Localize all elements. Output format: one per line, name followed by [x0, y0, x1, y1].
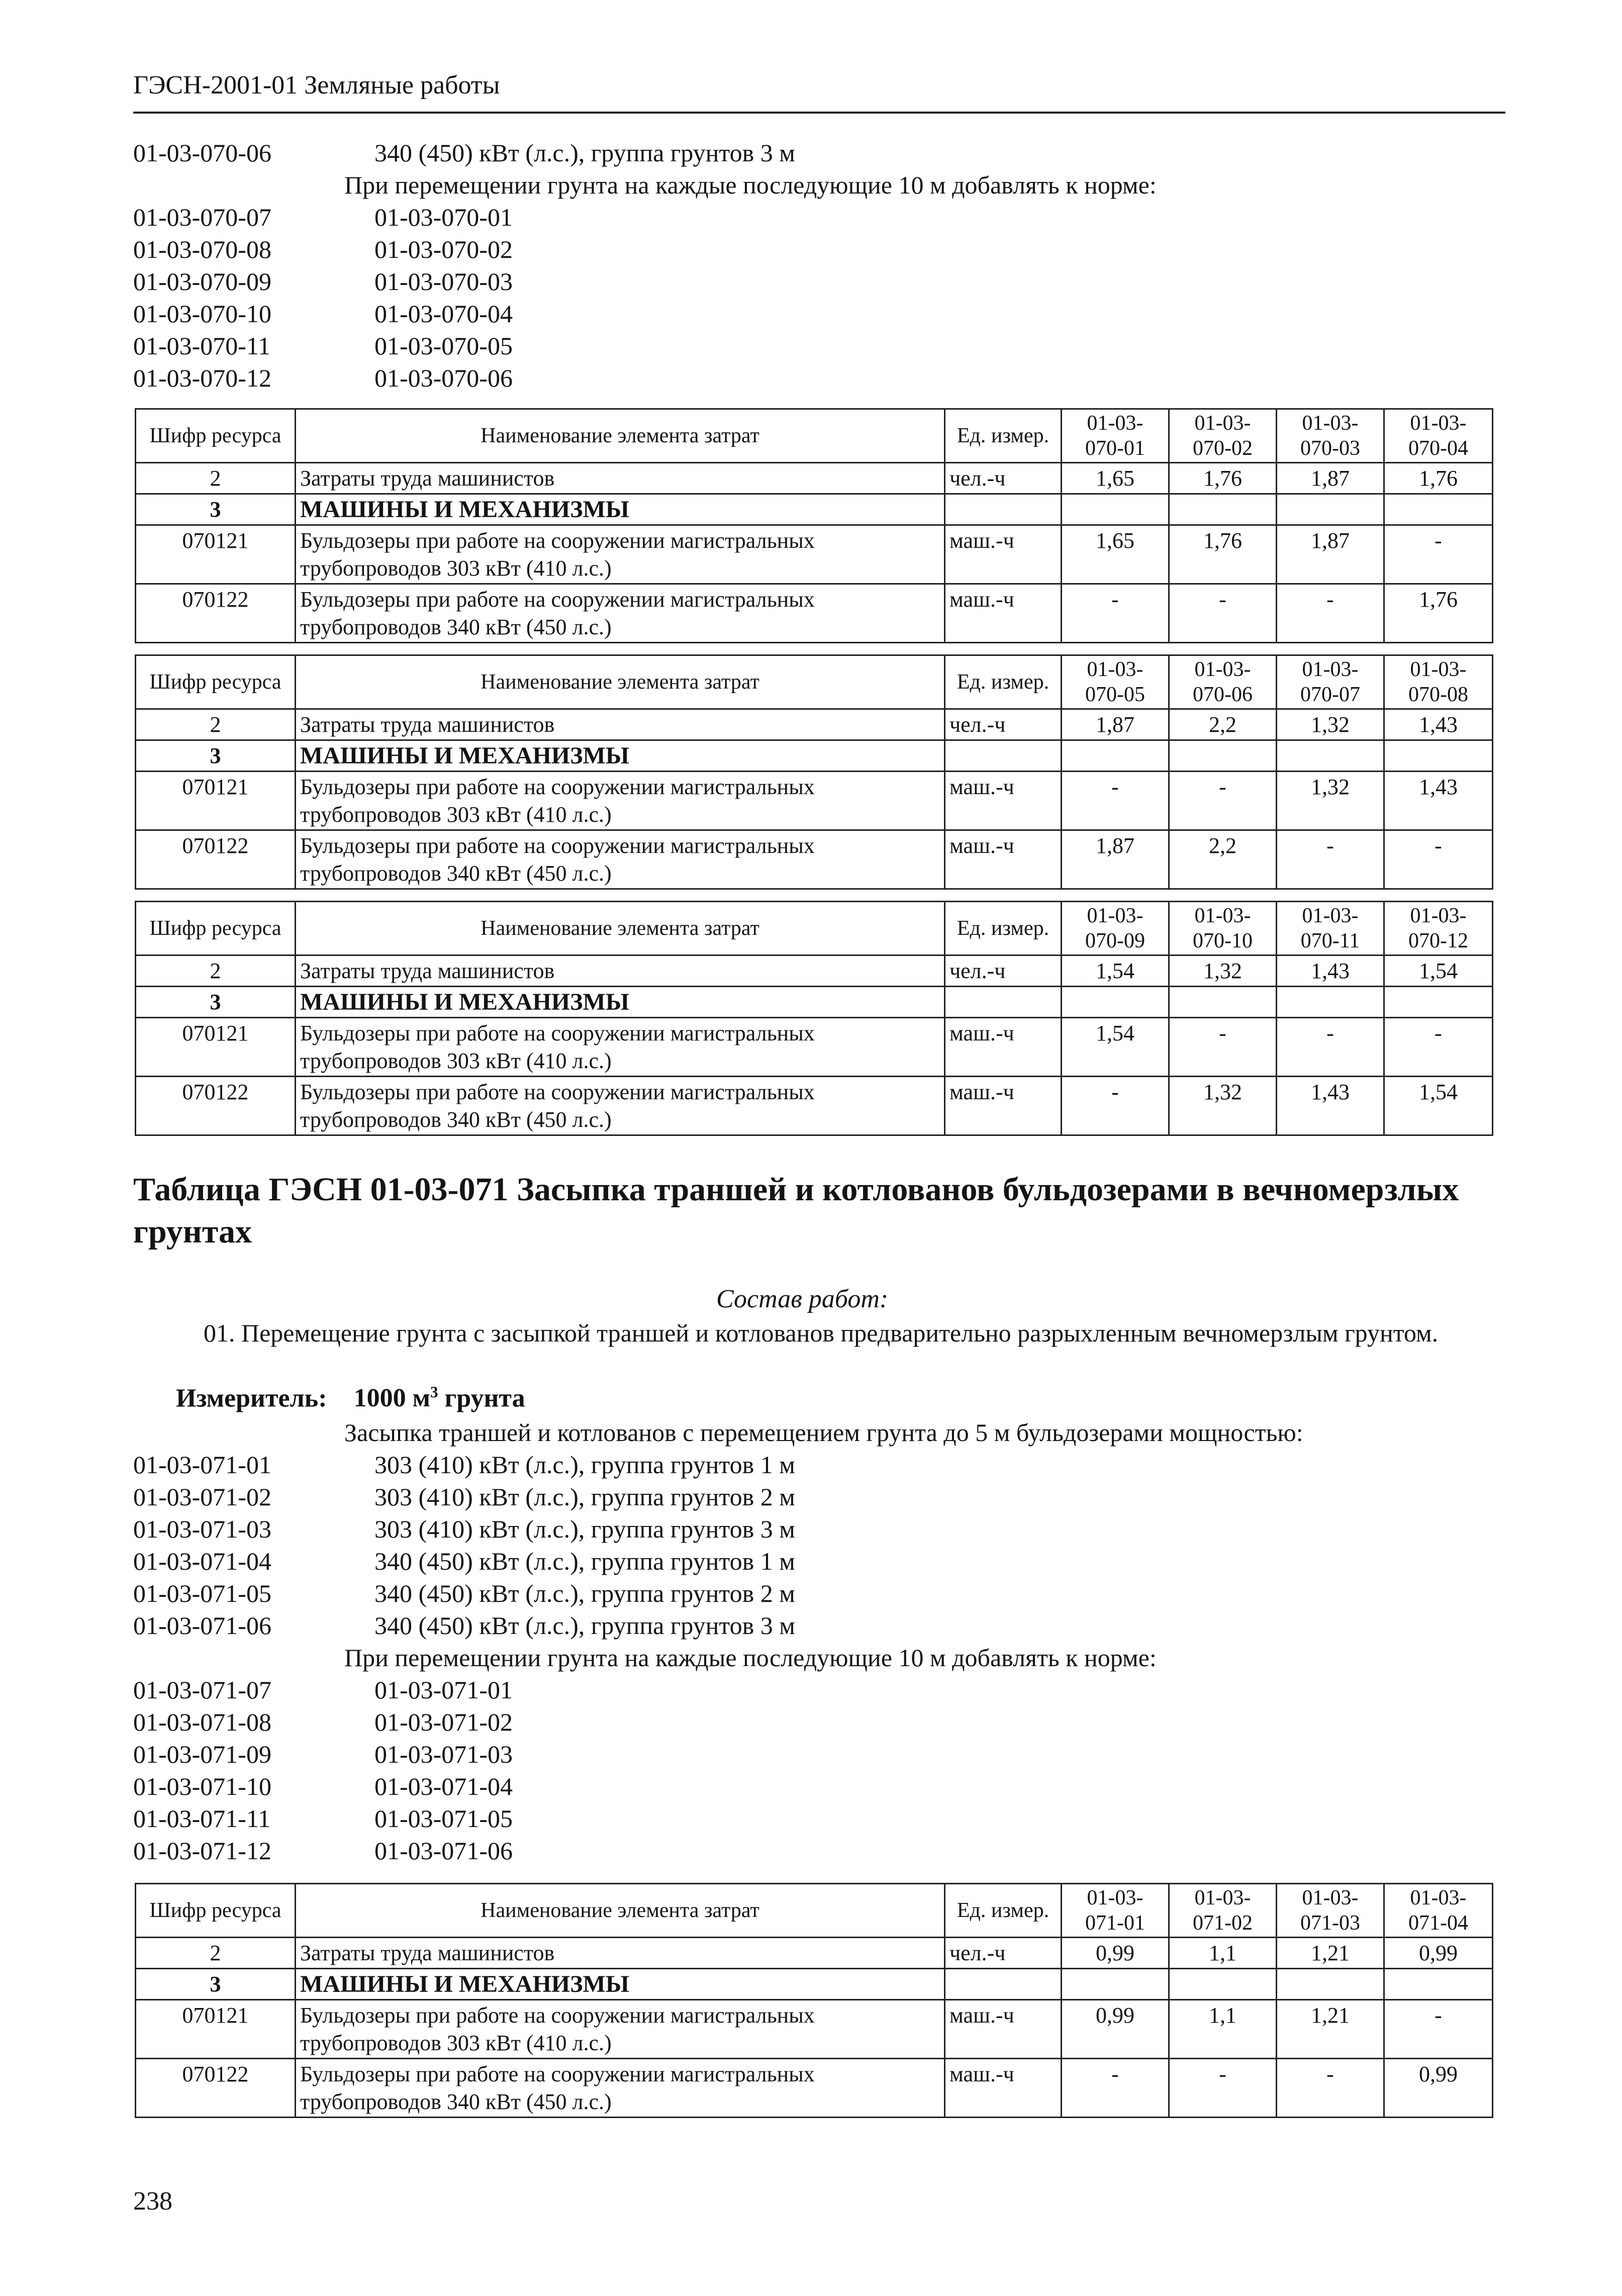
cell-value: 1,1	[1169, 1938, 1277, 1969]
intro-text: Засыпка траншей и котлованов с перемещением грунта до 5 м бульдозерами мощностью:	[344, 1418, 1303, 1447]
table-row	[136, 740, 1493, 772]
norm-code: 01-03-071-04	[133, 1547, 271, 1575]
header-norm-code: 01-03- 070-10	[1169, 902, 1277, 955]
cell-value: 1,21	[1277, 1938, 1384, 1969]
list-item	[133, 265, 1541, 298]
cell-unit	[945, 1969, 1062, 2000]
cell-value: -	[1384, 525, 1493, 584]
cell-value: 1,76	[1384, 584, 1493, 643]
norm-code: 01-03-071-03	[133, 1515, 271, 1543]
norm-desc: 340 (450) кВт (л.с.), группа грунтов 2 м	[374, 1579, 795, 1607]
norm-code: 01-03-071-07	[133, 1676, 271, 1704]
cell-unit: маш.-ч	[945, 772, 1062, 830]
cell-value: 2,2	[1169, 830, 1277, 889]
cell-name: Затраты труда машинистов	[296, 1938, 945, 1969]
cell-value	[1062, 1969, 1169, 2000]
section-code-list	[133, 1416, 1541, 1867]
cell-value: 1,32	[1277, 709, 1384, 740]
list-item	[133, 1835, 1541, 1867]
table-row	[136, 463, 1493, 494]
cell-value	[1169, 1969, 1277, 2000]
table-header-row	[136, 655, 1493, 709]
list-item	[133, 201, 1541, 233]
cell-code: 070121	[136, 1018, 296, 1077]
cell-value: 1,87	[1277, 525, 1384, 584]
header-code: Шифр ресурса	[136, 655, 296, 709]
measure-unit: грунта	[438, 1384, 525, 1413]
cell-name: МАШИНЫ И МЕХАНИЗМЫ	[296, 494, 945, 525]
table-row	[136, 1969, 1493, 2000]
header-name: Наименование элемента затрат	[296, 655, 945, 709]
header-unit: Ед. измер.	[945, 902, 1062, 955]
cell-value: 1,54	[1062, 1018, 1169, 1077]
norm-code: 01-03-071-01	[133, 1451, 271, 1479]
header-norm-code: 01-03- 071-01	[1062, 1884, 1169, 1938]
measure	[176, 1383, 525, 1413]
cell-name: Бульдозеры при работе на сооружении магистральных трубопроводов 303 кВт (410 л.с.)	[296, 772, 945, 830]
list-item	[133, 1706, 1541, 1738]
cell-name: МАШИНЫ И МЕХАНИЗМЫ	[296, 987, 945, 1018]
cell-code: 3	[136, 987, 296, 1018]
cell-value: 1,54	[1062, 955, 1169, 987]
cell-code: 2	[136, 709, 296, 740]
cell-unit: чел.-ч	[945, 709, 1062, 740]
cell-value	[1169, 494, 1277, 525]
list-item	[133, 362, 1541, 394]
cell-code: 070122	[136, 2059, 296, 2118]
cell-name: Бульдозеры при работе на сооружении магистральных трубопроводов 340 кВт (450 л.с.)	[296, 2059, 945, 2118]
norm-code: 01-03-071-11	[133, 1804, 271, 1833]
cell-value: 1,87	[1277, 463, 1384, 494]
add-note: При перемещении грунта на каждые последующие 10 м добавлять к норме:	[344, 1644, 1157, 1672]
norm-ref: 01-03-070-05	[374, 332, 513, 360]
norm-code: 01-03-071-05	[133, 1579, 271, 1607]
header-code: Шифр ресурса	[136, 902, 296, 955]
cell-code: 070121	[136, 772, 296, 830]
norm-ref: 01-03-071-04	[374, 1772, 513, 1800]
norm-desc: 340 (450) кВт (л.с.), группа грунтов 3 м	[374, 139, 795, 167]
norm-code: 01-03-071-08	[133, 1708, 271, 1736]
measure-sup: 3	[430, 1383, 438, 1401]
cell-value: -	[1277, 2059, 1384, 2118]
cell-value: -	[1062, 584, 1169, 643]
table-header-row	[136, 409, 1493, 463]
cell-unit: маш.-ч	[945, 2059, 1062, 2118]
cell-name: Затраты труда машинистов	[296, 955, 945, 987]
cell-value	[1384, 494, 1493, 525]
table-row	[136, 772, 1493, 830]
cell-name: Бульдозеры при работе на сооружении магистральных трубопроводов 303 кВт (410 л.с.)	[296, 525, 945, 584]
cell-unit	[945, 987, 1062, 1018]
norm-code: 01-03-070-10	[133, 300, 271, 328]
cell-value: 1,43	[1384, 772, 1493, 830]
header-norm-code: 01-03- 070-01	[1062, 409, 1169, 463]
running-header: ГЭСН-2001-01 Земляные работы	[133, 71, 500, 100]
cell-value	[1277, 1969, 1384, 2000]
cell-unit: маш.-ч	[945, 2000, 1062, 2059]
header-name: Наименование элемента затрат	[296, 1884, 945, 1938]
norm-ref: 01-03-071-05	[374, 1804, 513, 1833]
norm-code: 01-03-071-12	[133, 1837, 271, 1865]
norm-ref: 01-03-070-02	[374, 235, 513, 263]
cell-value: 1,76	[1169, 525, 1277, 584]
norm-code: 01-03-070-08	[133, 235, 271, 263]
cell-name: МАШИНЫ И МЕХАНИЗМЫ	[296, 1969, 945, 2000]
table-row	[136, 2059, 1493, 2118]
cell-value	[1384, 740, 1493, 772]
cell-value: 1,54	[1384, 955, 1493, 987]
cell-value: 0,99	[1384, 2059, 1493, 2118]
cell-value: -	[1169, 772, 1277, 830]
cell-value	[1062, 494, 1169, 525]
add-note: При перемещении грунта на каждые последующие 10 м добавлять к норме:	[344, 171, 1157, 199]
page-number: 238	[133, 2187, 172, 2216]
cell-value: -	[1169, 2059, 1277, 2118]
cell-unit: маш.-ч	[945, 830, 1062, 889]
norm-ref: 01-03-070-01	[374, 203, 513, 231]
cell-value: 1,32	[1277, 772, 1384, 830]
table-row	[136, 830, 1493, 889]
list-item	[133, 330, 1541, 362]
norm-code: 01-03-070-06	[133, 139, 271, 167]
cell-unit: чел.-ч	[945, 463, 1062, 494]
measure-value: 1000 м	[353, 1384, 431, 1413]
cell-value: 1,43	[1277, 1077, 1384, 1135]
cell-value	[1062, 987, 1169, 1018]
header-norm-code: 01-03- 071-03	[1277, 1884, 1384, 1938]
header-norm-code: 01-03- 070-05	[1062, 655, 1169, 709]
header-norm-code: 01-03- 070-06	[1169, 655, 1277, 709]
table-row	[136, 584, 1493, 643]
list-item	[133, 1481, 1541, 1513]
norm-code: 01-03-071-06	[133, 1611, 271, 1640]
cell-code: 3	[136, 740, 296, 772]
cell-value	[1384, 987, 1493, 1018]
list-item	[133, 233, 1541, 265]
table-row	[136, 1077, 1493, 1135]
section-title: Таблица ГЭСН 01-03-071 Засыпка траншей и котлованов бульдозерами в вечномерзлых грунтах	[133, 1171, 1459, 1250]
list-item	[133, 1738, 1541, 1770]
cell-value: 2,2	[1169, 709, 1277, 740]
header-norm-code: 01-03- 070-08	[1384, 655, 1493, 709]
header-norm-code: 01-03- 070-12	[1384, 902, 1493, 955]
resource-table	[135, 654, 1493, 890]
table-row	[136, 2000, 1493, 2059]
cell-unit: чел.-ч	[945, 1938, 1062, 1969]
cell-value	[1277, 494, 1384, 525]
header-unit: Ед. измер.	[945, 1884, 1062, 1938]
cell-code: 3	[136, 1969, 296, 2000]
cell-value: -	[1169, 1018, 1277, 1077]
table-header-row	[136, 1884, 1493, 1938]
cell-unit	[945, 740, 1062, 772]
norm-desc: 303 (410) кВт (л.с.), группа грунтов 2 м	[374, 1483, 795, 1511]
norm-ref: 01-03-070-04	[374, 300, 513, 328]
cell-value	[1062, 740, 1169, 772]
cell-value: 0,99	[1062, 2000, 1169, 2059]
cell-name: Затраты труда машинистов	[296, 709, 945, 740]
norm-desc: 303 (410) кВт (л.с.), группа грунтов 1 м	[374, 1451, 795, 1479]
table-row	[136, 494, 1493, 525]
cell-unit: маш.-ч	[945, 584, 1062, 643]
header-name: Наименование элемента затрат	[296, 902, 945, 955]
cell-name: Бульдозеры при работе на сооружении магистральных трубопроводов 303 кВт (410 л.с.)	[296, 2000, 945, 2059]
cell-value: 1,87	[1062, 830, 1169, 889]
resource-table	[135, 1883, 1493, 2118]
cell-code: 2	[136, 1938, 296, 1969]
norm-code: 01-03-070-12	[133, 364, 271, 392]
norm-ref: 01-03-071-06	[374, 1837, 513, 1865]
cell-unit: маш.-ч	[945, 1018, 1062, 1077]
resource-table	[135, 901, 1493, 1136]
header-norm-code: 01-03- 071-02	[1169, 1884, 1277, 1938]
list-note	[133, 1642, 1541, 1674]
header-norm-code: 01-03- 070-09	[1062, 902, 1169, 955]
cell-value: 1,76	[1169, 463, 1277, 494]
norm-desc: 340 (450) кВт (л.с.), группа грунтов 1 м	[374, 1547, 795, 1575]
cell-unit	[945, 494, 1062, 525]
cell-value: 1,65	[1062, 525, 1169, 584]
table-row	[136, 709, 1493, 740]
norm-ref: 01-03-070-06	[374, 364, 513, 392]
norm-code: 01-03-070-07	[133, 203, 271, 231]
cell-value: 1,21	[1277, 2000, 1384, 2059]
list-item	[133, 1674, 1541, 1706]
header-name: Наименование элемента затрат	[296, 409, 945, 463]
cell-value	[1277, 987, 1384, 1018]
cell-code: 070121	[136, 2000, 296, 2059]
cell-code: 070122	[136, 830, 296, 889]
table-header-row	[136, 902, 1493, 955]
cell-name: Бульдозеры при работе на сооружении магистральных трубопроводов 303 кВт (410 л.с.)	[296, 1018, 945, 1077]
cell-value: 1,32	[1169, 955, 1277, 987]
cell-value: 0,99	[1384, 1938, 1493, 1969]
norm-ref: 01-03-070-03	[374, 267, 513, 296]
measure-label: Измеритель:	[176, 1384, 327, 1413]
list-item	[133, 137, 1541, 169]
cell-value: -	[1277, 1018, 1384, 1077]
cell-value: 1,43	[1277, 955, 1384, 987]
cell-value: 1,76	[1384, 463, 1493, 494]
cell-name: Затраты труда машинистов	[296, 463, 945, 494]
cell-value: 1,54	[1384, 1077, 1493, 1135]
cell-value: -	[1277, 584, 1384, 643]
header-norm-code: 01-03- 071-04	[1384, 1884, 1493, 1938]
cell-value: 1,65	[1062, 463, 1169, 494]
cell-code: 2	[136, 955, 296, 987]
cell-value: 1,43	[1384, 709, 1493, 740]
list-item	[133, 1770, 1541, 1802]
cell-code: 3	[136, 494, 296, 525]
header-norm-code: 01-03- 070-07	[1277, 655, 1384, 709]
norm-code: 01-03-071-10	[133, 1772, 271, 1800]
norm-code: 01-03-070-11	[133, 332, 271, 360]
norm-code: 01-03-070-09	[133, 267, 271, 296]
cell-value: -	[1277, 830, 1384, 889]
header-code: Шифр ресурса	[136, 1884, 296, 1938]
norm-ref: 01-03-071-02	[374, 1708, 513, 1736]
cell-value: 0,99	[1062, 1938, 1169, 1969]
list-item	[133, 1449, 1541, 1481]
table-row	[136, 1938, 1493, 1969]
cell-code: 2	[136, 463, 296, 494]
cell-name: Бульдозеры при работе на сооружении магистральных трубопроводов 340 кВт (450 л.с.)	[296, 1077, 945, 1135]
composition-text: 01. Перемещение грунта с засыпкой траншей и котлованов предварительно разрыхленным вечномерзлым грунтом.	[204, 1319, 1439, 1347]
cell-value: -	[1169, 584, 1277, 643]
cell-value: -	[1062, 2059, 1169, 2118]
cell-value	[1384, 1969, 1493, 2000]
list-note	[133, 169, 1541, 201]
cell-value: 1,87	[1062, 709, 1169, 740]
cell-value	[1277, 740, 1384, 772]
cell-unit: маш.-ч	[945, 1077, 1062, 1135]
list-item	[133, 1802, 1541, 1835]
list-item	[133, 1545, 1541, 1577]
cell-value	[1169, 740, 1277, 772]
header-norm-code: 01-03- 070-04	[1384, 409, 1493, 463]
cell-name: МАШИНЫ И МЕХАНИЗМЫ	[296, 740, 945, 772]
cell-value: 1,1	[1169, 2000, 1277, 2059]
header-unit: Ед. измер.	[945, 409, 1062, 463]
cell-name: Бульдозеры при работе на сооружении магистральных трубопроводов 340 кВт (450 л.с.)	[296, 584, 945, 643]
table-row	[136, 1018, 1493, 1077]
cell-value: -	[1384, 2000, 1493, 2059]
cell-value	[1169, 987, 1277, 1018]
resource-table	[135, 408, 1493, 643]
list-item	[133, 298, 1541, 330]
cell-name: Бульдозеры при работе на сооружении магистральных трубопроводов 340 кВт (450 л.с.)	[296, 830, 945, 889]
header-code: Шифр ресурса	[136, 409, 296, 463]
list-item	[133, 1577, 1541, 1609]
norm-ref: 01-03-071-03	[374, 1740, 513, 1768]
cell-value: -	[1384, 830, 1493, 889]
header-rule	[133, 112, 1505, 114]
norm-code: 01-03-071-09	[133, 1740, 271, 1768]
cell-value: -	[1062, 772, 1169, 830]
table-row	[136, 955, 1493, 987]
header-unit: Ед. измер.	[945, 655, 1062, 709]
cell-value: 1,32	[1169, 1077, 1277, 1135]
list-intro	[133, 1416, 1541, 1449]
cell-unit: маш.-ч	[945, 525, 1062, 584]
cell-code: 070121	[136, 525, 296, 584]
norm-code: 01-03-071-02	[133, 1483, 271, 1511]
header-norm-code: 01-03- 070-03	[1277, 409, 1384, 463]
header-norm-code: 01-03- 070-02	[1169, 409, 1277, 463]
top-code-list	[133, 137, 1541, 394]
cell-unit: чел.-ч	[945, 955, 1062, 987]
norm-desc: 340 (450) кВт (л.с.), группа грунтов 3 м	[374, 1611, 795, 1640]
list-item	[133, 1609, 1541, 1642]
cell-value: -	[1062, 1077, 1169, 1135]
header-norm-code: 01-03- 070-11	[1277, 902, 1384, 955]
list-item	[133, 1513, 1541, 1545]
table-row	[136, 987, 1493, 1018]
cell-code: 070122	[136, 1077, 296, 1135]
cell-value: -	[1384, 1018, 1493, 1077]
composition-label: Состав работ:	[716, 1285, 889, 1313]
table-row	[136, 525, 1493, 584]
norm-ref: 01-03-071-01	[374, 1676, 513, 1704]
norm-desc: 303 (410) кВт (л.с.), группа грунтов 3 м	[374, 1515, 795, 1543]
cell-code: 070122	[136, 584, 296, 643]
